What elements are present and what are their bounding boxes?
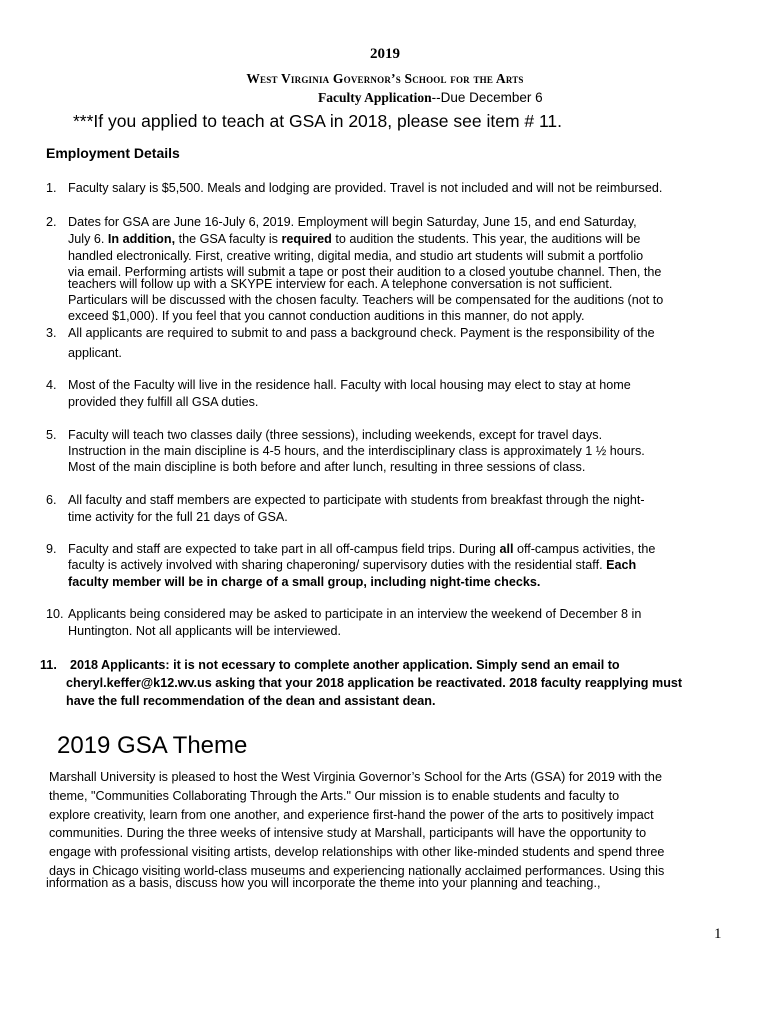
theme-heading: 2019 GSA Theme xyxy=(57,732,248,759)
item-number: 11. xyxy=(40,658,57,672)
item-9-text: Faculty and staff are expected to take part in all off-campus field trips. During xyxy=(68,542,500,556)
item-4-line: provided they fulfill all GSA duties. xyxy=(68,395,259,409)
item-number: 6. xyxy=(46,493,57,507)
item-10-line: Applicants being considered may be asked to participate in an interview the weekend of December 8 in xyxy=(68,607,642,621)
item-number: 2. xyxy=(46,215,57,229)
item-11-line: have the full recommendation of the dean and assistant dean. xyxy=(66,694,436,708)
item-9-line xyxy=(68,558,636,573)
theme-line: communities. During the three weeks of intensive study at Marshall, participants will have the opportunity to xyxy=(49,826,647,840)
item-9-line: faculty member will be in charge of a small group, including night-time checks. xyxy=(68,575,541,589)
item-number: 4. xyxy=(46,378,57,392)
item-9-text: off-campus activities, the xyxy=(513,542,656,556)
item-2-bold: In addition, xyxy=(107,232,176,246)
item-1-text: Faculty salary is $5,500. Meals and lodging are provided. Travel is not included and will not be reimbursed. xyxy=(68,181,663,195)
item-number: 1. xyxy=(46,181,57,195)
item-9-bold: Each xyxy=(606,558,637,572)
item-6-line: All faculty and staff members are expected to participate with students from breakfast through the night- xyxy=(68,493,645,507)
item-2-line: Particulars will be discussed with the chosen faculty. Teachers will be compensated for the auditions (not to xyxy=(68,293,664,307)
item-2-line: Dates for GSA are June 16-July 6, 2019. Employment will begin Saturday, June 15, and end Saturday, xyxy=(68,215,637,229)
item-11-line: 2018 Applicants: it is not ecessary to complete another application. Simply send an email to xyxy=(70,658,620,672)
due-date: --Due December 6 xyxy=(431,90,543,105)
item-5-line: Instruction in the main discipline is 4-5 hours, and the interdisciplinary class is approximately 1 ½ hours. xyxy=(68,444,645,458)
item-4-line: Most of the Faculty will live in the residence hall. Faculty with local housing may elect to stay at home xyxy=(68,378,631,392)
item-9-text: faculty is actively involved with sharing chaperoning/ supervisory duties with the residential staff. xyxy=(68,558,607,572)
item-2-bold: required xyxy=(281,232,332,246)
item-2-text: July 6. xyxy=(68,232,108,246)
employment-heading: Employment Details xyxy=(46,145,180,161)
faculty-application-line xyxy=(318,90,543,106)
header-year: 2019 xyxy=(370,46,400,62)
item-11-line: cheryl.keffer@k12.wv.us asking that your 2018 application be reactivated. 2018 faculty reapplying must xyxy=(66,676,683,690)
theme-line: theme, "Communities Collaborating Through the Arts." Our mission is to enable students and faculty to xyxy=(49,789,620,803)
item-2-text: the GSA faculty is xyxy=(175,232,282,246)
item-5-line: Faculty will teach two classes daily (three sessions), including weekends, except for travel days. xyxy=(68,428,603,442)
item-3-line: All applicants are required to submit to and pass a background check. Payment is the responsibility of the xyxy=(68,326,655,340)
item-3-line: applicant. xyxy=(68,346,122,360)
item-2-line xyxy=(68,232,640,247)
page-number: 1 xyxy=(714,926,722,942)
item-number: 3. xyxy=(46,326,57,340)
item-9-bold: all xyxy=(499,542,514,556)
item-2-line: exceed $1,000). If you feel that you cannot conduction auditions in this manner, do not apply. xyxy=(68,309,585,323)
theme-line: explore creativity, learn from one another, and experience first-hand the power of the arts to positively impact xyxy=(49,808,654,822)
school-title: West Virginia Governor’s School for the Arts xyxy=(246,71,524,86)
item-5-line: Most of the main discipline is both before and after lunch, resulting in three sessions of class. xyxy=(68,460,586,474)
theme-line: information as a basis, discuss how you will incorporate the theme into your planning and teaching., xyxy=(46,876,601,890)
note-line: ***If you applied to teach at GSA in 2018, please see item # 11. xyxy=(73,111,563,131)
item-2-text: to audition the students. This year, the auditions will be xyxy=(331,232,641,246)
theme-line: Marshall University is pleased to host the West Virginia Governor’s School for the Arts (GSA) for 2019 with the xyxy=(49,770,662,784)
item-2-line: teachers will follow up with a SKYPE interview for each. A telephone conversation is not sufficient. xyxy=(68,277,613,291)
item-number: 5. xyxy=(46,428,57,442)
item-2-line: handled electronically. First, creative writing, digital media, and studio art students will submit a portfolio xyxy=(68,249,644,263)
theme-line: days in Chicago visiting world-class museums and experiencing nationally acclaimed performances. Using this xyxy=(49,864,665,878)
item-2-line: via email. Performing artists will submit a tape or post their audition to a closed youtube channel. Then, the xyxy=(68,265,662,279)
item-9-line xyxy=(68,542,655,557)
item-number: 10. xyxy=(46,607,64,621)
item-number: 9. xyxy=(46,542,57,556)
theme-line: engage with professional visiting artists, develop relationships with other like-minded students and spend three xyxy=(49,845,665,859)
item-10-line: Huntington. Not all applicants will be interviewed. xyxy=(68,624,342,638)
faculty-application-label: Faculty Application xyxy=(318,90,432,105)
item-6-line: time activity for the full 21 days of GSA. xyxy=(68,510,288,524)
